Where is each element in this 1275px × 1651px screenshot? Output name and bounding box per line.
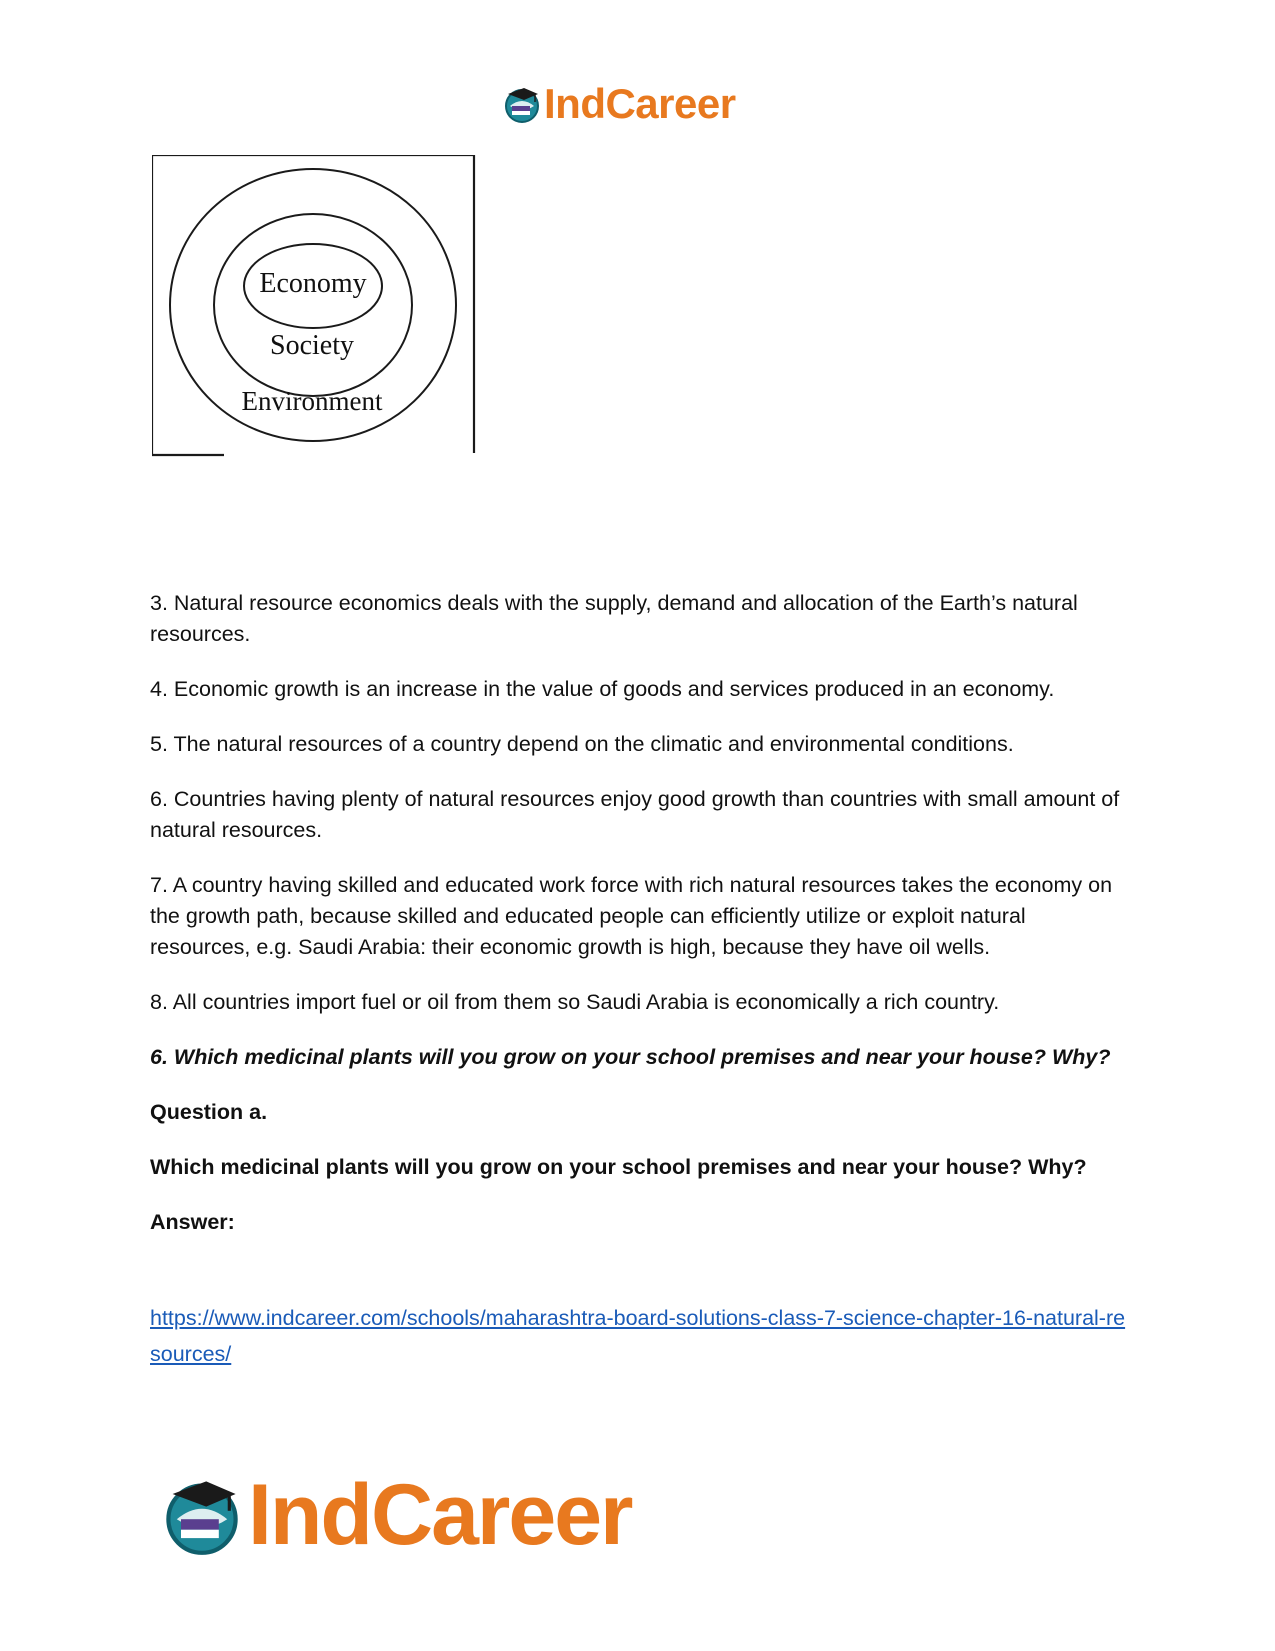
answer-label: Answer: xyxy=(150,1210,235,1234)
paragraph-8: 8. All countries import fuel or oil from them so Saudi Arabia is economically a rich country. xyxy=(150,990,1000,1014)
graduation-globe-icon xyxy=(160,1473,244,1557)
logo-wordmark: IndCareer xyxy=(544,80,736,127)
paragraph-4: 4. Economic growth is an increase in the value of goods and services produced in an economy. xyxy=(150,677,1055,701)
question-label: Question a. xyxy=(150,1100,268,1124)
sustainability-diagram xyxy=(152,155,502,485)
society-label: Society xyxy=(270,330,354,361)
paragraph-6: 6. Countries having plenty of natural resources enjoy good growth than countries with small amount of natural resources. xyxy=(150,787,1120,842)
header-logo xyxy=(502,80,736,128)
society-circle xyxy=(214,214,412,396)
source-link[interactable]: https://www.indcareer.com/schools/maharashtra-board-solutions-class-7-science-chapter-16-natural-resources/ xyxy=(150,1306,1126,1366)
economy-label: Economy xyxy=(259,268,367,299)
document-body xyxy=(150,588,1130,1372)
footer-logo xyxy=(160,1467,632,1563)
question-heading: 6. Which medicinal plants will you grow on your school premises and near your house? Why? xyxy=(150,1045,1111,1069)
question-text: Which medicinal plants will you grow on your school premises and near your house? Why? xyxy=(150,1155,1087,1179)
paragraph-3: 3. Natural resource economics deals with the supply, demand and allocation of the Earth’s natural resources. xyxy=(150,591,1078,646)
paragraph-7: 7. A country having skilled and educated work force with rich natural resources takes the economy on the growth path, because skilled and educated people can efficiently utilize or exploit natural resources, e.g. Saudi Arabia: their economic growth is high, because they have oil wells. xyxy=(150,873,1113,959)
paragraph-5: 5. The natural resources of a country depend on the climatic and environmental conditions. xyxy=(150,732,1014,756)
logo-wordmark: IndCareer xyxy=(248,1467,632,1563)
environment-label: Environment xyxy=(241,386,383,416)
graduation-globe-icon xyxy=(502,84,542,124)
